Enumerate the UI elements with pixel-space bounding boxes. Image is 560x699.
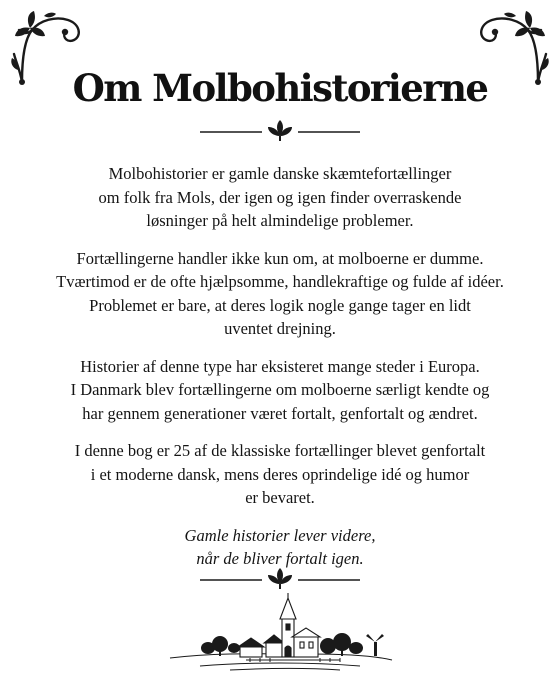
paragraph-2: [0, 247, 560, 341]
text-line: Problemet er bare, at deres logik nogle gange tager en lidt: [89, 295, 471, 315]
paragraph-1: [0, 162, 560, 233]
text-line: Historier af denne type har eksisteret mange steder i Europa.: [80, 356, 480, 376]
quote-line: Gamle historier lever videre,: [184, 525, 376, 545]
text-line: Molbohistorier er gamle danske skæmtefortællinger: [108, 164, 452, 183]
fleur-divider-icon: [200, 118, 360, 144]
text-line: Tværtimod er de ofte hjælpsomme, handlekraftige og fulde af idéer.: [56, 272, 504, 291]
page-title: Om Molbohistorierne: [72, 66, 488, 110]
text-line: uventet drejning.: [224, 319, 336, 338]
text-line: i et moderne dansk, mens deres oprindelige idé og humor: [90, 464, 470, 484]
quote-line: når de bliver fortalt igen.: [196, 549, 364, 568]
paragraph-4: [0, 439, 560, 510]
closing-quote: [0, 524, 560, 571]
text-line: er bevaret.: [245, 488, 315, 507]
bottom-divider: [0, 566, 560, 594]
paragraph-3: [0, 355, 560, 426]
body-text: [0, 162, 560, 585]
text-line: I Danmark blev fortællingerne om molboerne særligt kendte og: [70, 380, 490, 399]
text-line: løsninger på helt almindelige problemer.: [146, 211, 414, 230]
text-line: Fortællingerne handler ikke kun om, at molboerne er dumme.: [76, 248, 484, 268]
title-divider: [0, 118, 560, 146]
fleur-divider-icon: [200, 566, 360, 592]
text-line: I denne bog er 25 af de klassiske fortællinger blevet genfortalt: [74, 441, 486, 460]
text-line: om folk fra Mols, der igen og igen finder overraskende: [98, 187, 462, 207]
village-church-illustration: [160, 592, 400, 672]
text-line: har gennem generationer været fortalt, genfortalt og ændret.: [82, 403, 478, 423]
